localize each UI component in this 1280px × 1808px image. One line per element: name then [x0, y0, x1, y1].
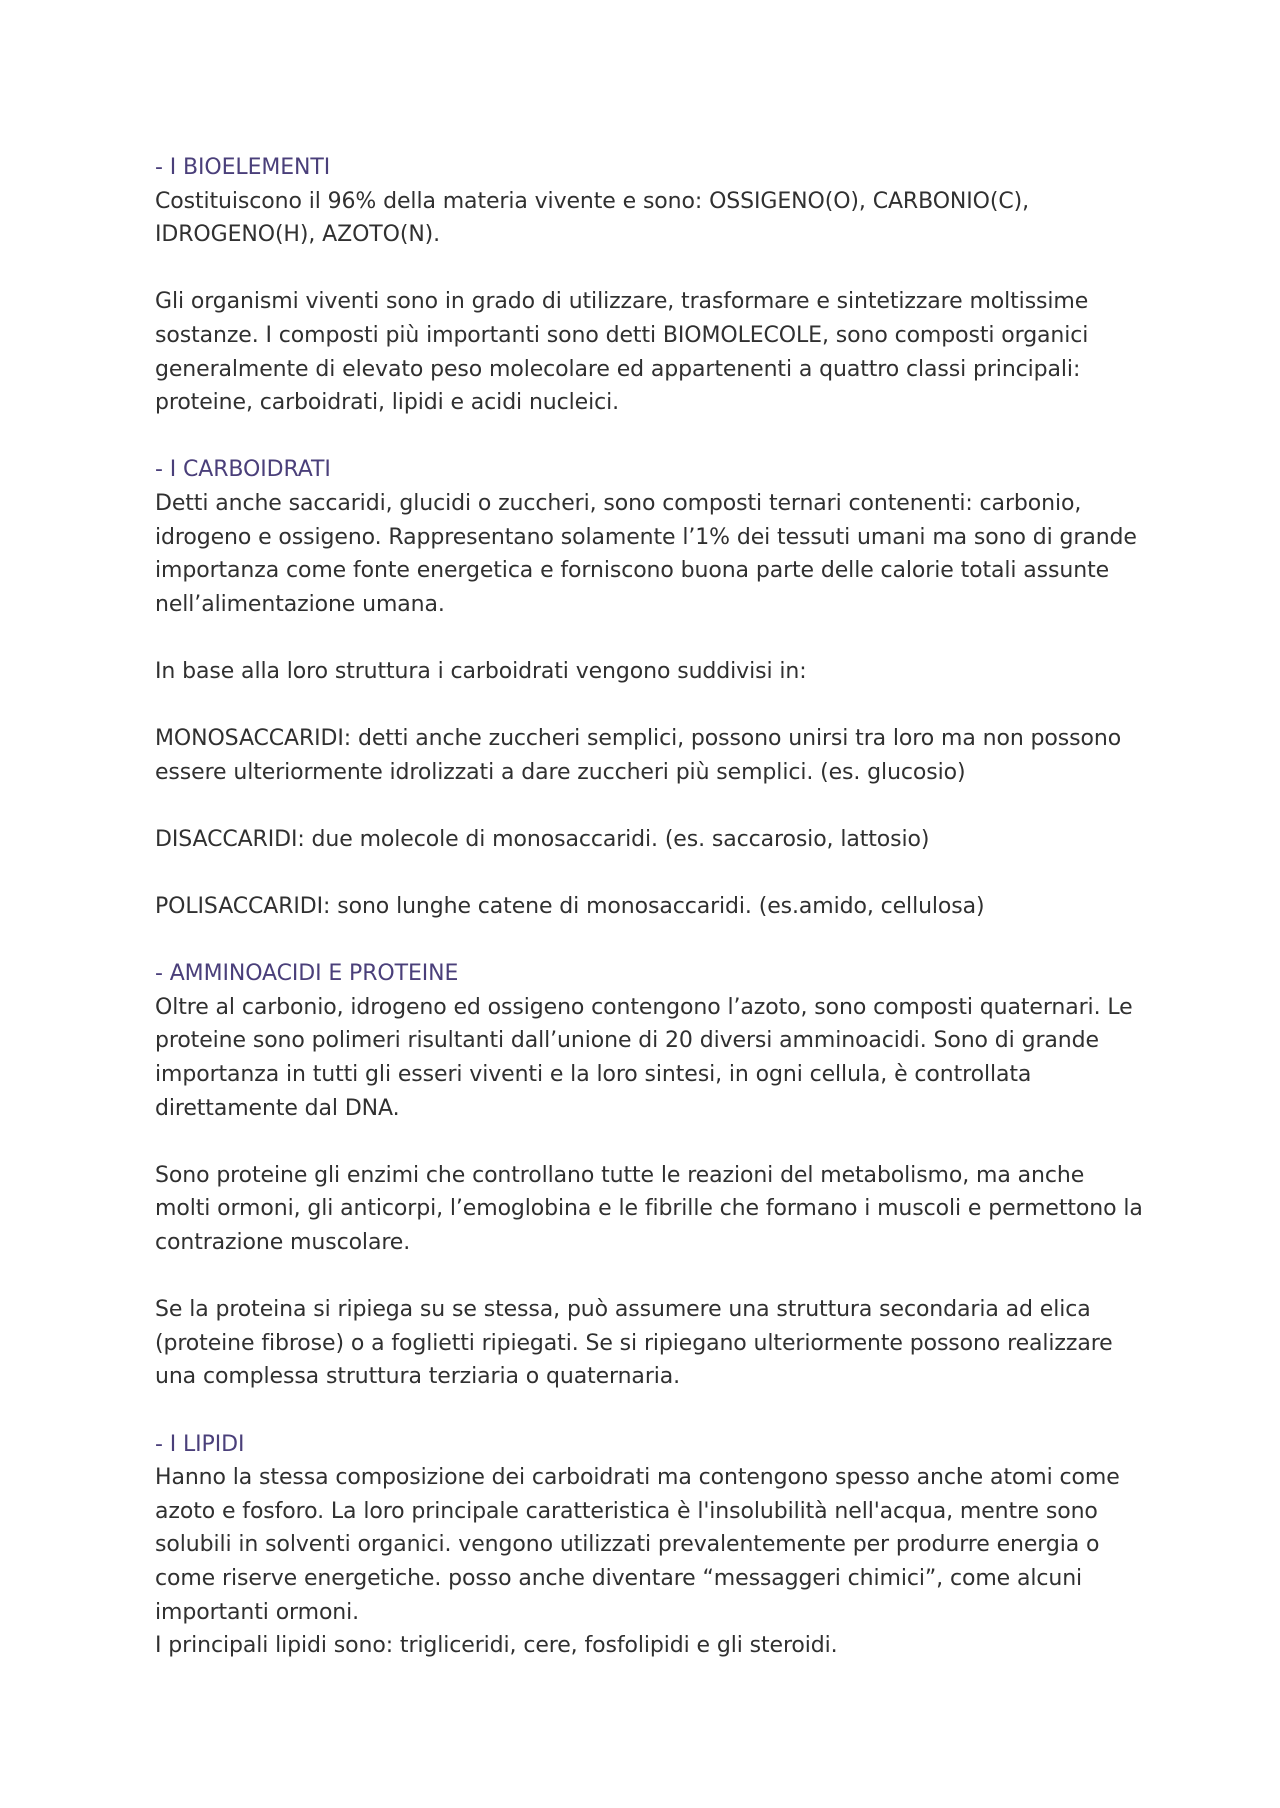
spacer [155, 1260, 1145, 1294]
paragraph-monosaccaridi: MONOSACCARIDI: detti anche zuccheri semplici, possono unirsi tra loro ma non possono essere ulteriormente idrolizzati a dare zuccheri più semplici. (es. glucosio) [155, 726, 1122, 785]
spacer [155, 924, 1145, 958]
paragraph: Hanno la stessa composizione dei carboidrati ma contengono spesso anche atomi come azoto e fosforo. La loro principale caratteristica è l'insolubilità nell'acqua, mentre sono solubili in solventi organici. vengono utilizzati prevalentemente per produrre energia o come riserve energetiche. posso anche diventare “messaggeri chimici”, come alcuni importanti ormoni. [155, 1465, 1120, 1625]
paragraph: Se la proteina si ripiega su se stessa, può assumere una struttura secondaria ad elica (proteine fibrose) o a foglietti ripiegati. Se si ripiegano ulteriormente possono realizzare una complessa struttura terziaria o quaternaria. [155, 1297, 1113, 1390]
paragraph-polisaccaridi: POLISACCARIDI: sono lunghe catene di monosaccaridi. (es.amido, cellulosa) [155, 894, 985, 920]
spacer [155, 621, 1145, 655]
heading-lipidi: - I LIPIDI [155, 1431, 245, 1457]
document-page [155, 151, 1145, 1663]
spacer [155, 1125, 1145, 1159]
paragraph: Detti anche saccaridi, glucidi o zuccheri, sono composti ternari contenenti: carbonio, idrogeno e ossigeno. Rappresentano solamente l’1% dei tessuti umani ma sono di grande importanza come fonte energetica e forniscono buona parte delle calorie totali assunte nell’alimentazione umana. [155, 490, 1137, 617]
spacer [155, 420, 1145, 454]
paragraph-disaccaridi: DISACCARIDI: due molecole di monosaccaridi. (es. saccarosio, lattosio) [155, 826, 930, 852]
spacer [155, 689, 1145, 723]
heading-proteine: - AMMINOACIDI E PROTEINE [155, 961, 459, 987]
heading-bioelementi: - I BIOELEMENTI [155, 155, 331, 180]
spacer [155, 252, 1145, 286]
paragraph: Oltre al carbonio, idrogeno ed ossigeno contengono l’azoto, sono composti quaternari. Le proteine sono polimeri risultanti dall’unione di 20 diversi amminoacidi. Sono di grande importanza in tutti gli esseri viventi e la loro sintesi, in ogni cellula, è controllata direttamente dal DNA. [155, 994, 1133, 1121]
spacer [155, 1394, 1145, 1428]
spacer [155, 789, 1145, 823]
paragraph: Sono proteine gli enzimi che controllano tutte le reazioni del metabolismo, ma anche molti ormoni, gli anticorpi, l’emoglobina e le fibrille che formano i muscoli e permettono la contrazione muscolare. [155, 1162, 1143, 1255]
paragraph: Costituiscono il 96% della materia vivente e sono: OSSIGENO(O), CARBONIO(C), IDROGENO(H), AZOTO(N). [155, 188, 1030, 248]
paragraph: Gli organismi viventi sono in grado di utilizzare, trasformare e sintetizzare moltissime sostanze. I composti più importanti sono detti BIOMOLECOLE, sono composti organici generalmente di elevato peso molecolare ed appartenenti a quattro classi principali: proteine, carboidrati, lipidi e acidi nucleici. [155, 289, 1089, 416]
paragraph: I principali lipidi sono: trigliceridi, cere, fosfolipidi e gli steroidi. [155, 1633, 838, 1659]
spacer [155, 856, 1145, 890]
paragraph: In base alla loro struttura i carboidrati vengono suddivisi in: [155, 658, 807, 684]
heading-carboidrati: - I CARBOIDRATI [155, 457, 331, 483]
